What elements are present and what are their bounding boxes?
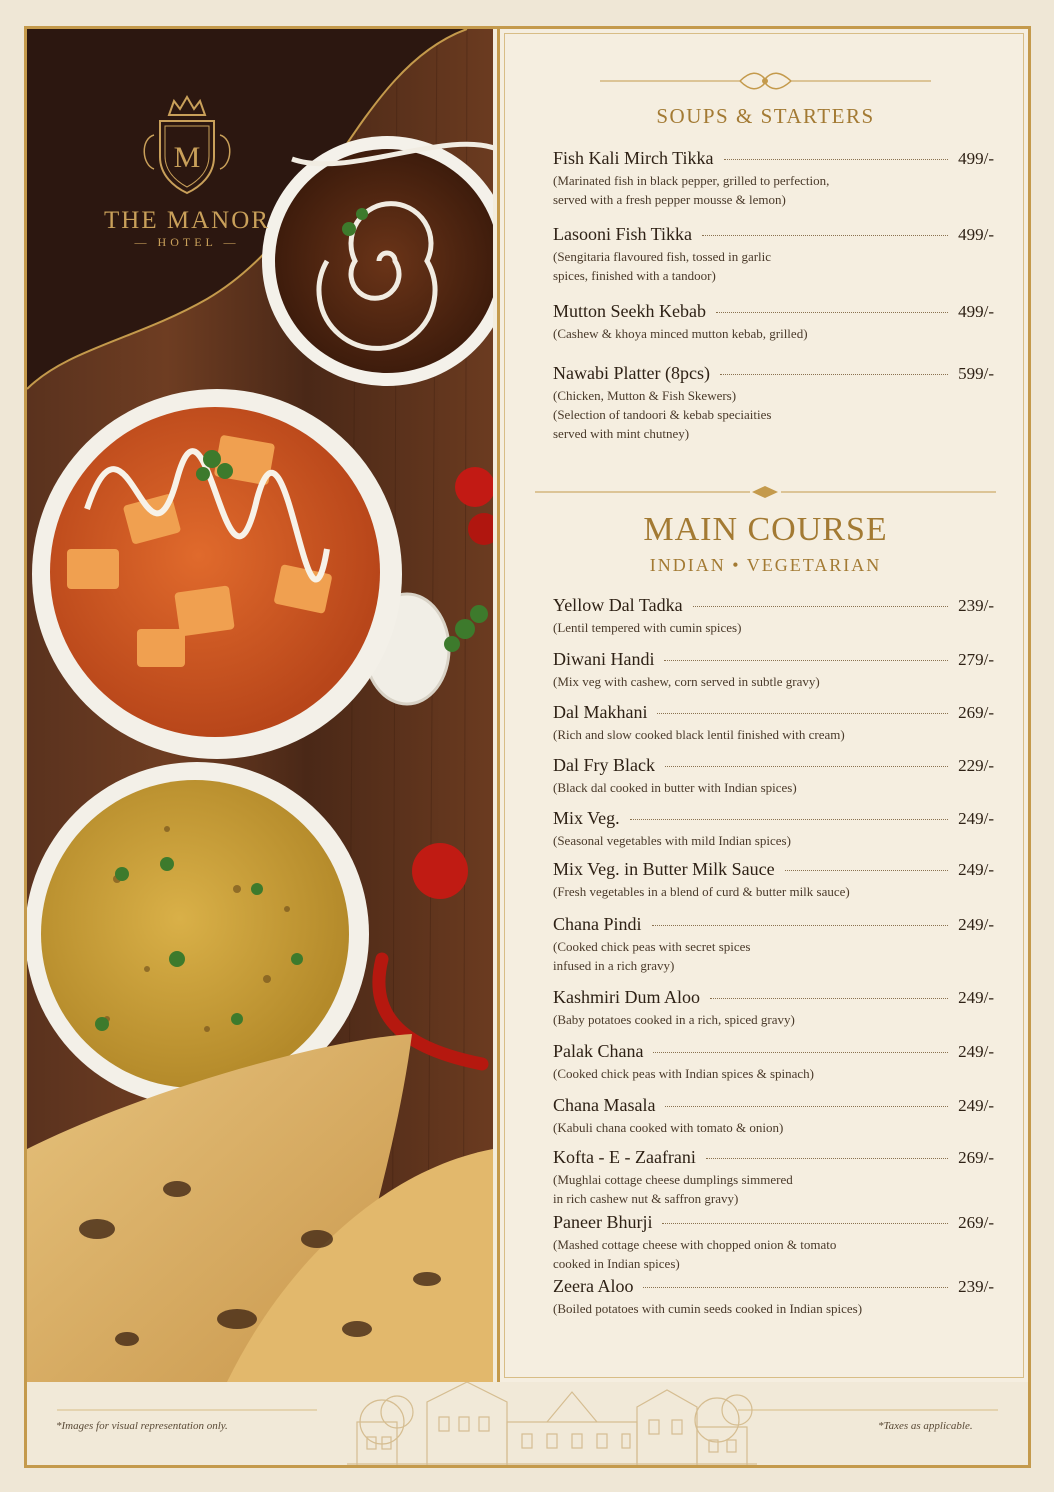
menu-item bbox=[553, 914, 994, 975]
top-ornament-icon bbox=[500, 69, 1031, 93]
menu-item bbox=[553, 148, 994, 209]
logo-subtitle: — HOTEL — bbox=[134, 235, 240, 249]
item-description: (Seasonal vegetables with mild Indian spices) bbox=[553, 833, 791, 848]
item-name: Nawabi Platter (8pcs) bbox=[553, 363, 710, 383]
crest-icon bbox=[132, 95, 242, 199]
item-name: Palak Chana bbox=[553, 1041, 644, 1061]
item-price: 499/- bbox=[958, 302, 994, 321]
tomato bbox=[455, 467, 493, 507]
item-price: 249/- bbox=[958, 988, 994, 1007]
section-title-main: MAIN COURSE bbox=[643, 511, 888, 548]
item-name: Zeera Aloo bbox=[553, 1276, 634, 1296]
item-price: 499/- bbox=[958, 225, 994, 244]
item-price: 249/- bbox=[958, 1042, 994, 1061]
item-description: (Kabuli chana cooked with tomato & onion) bbox=[553, 1120, 784, 1135]
dot-leader bbox=[724, 159, 949, 160]
footnote-images: *Images for visual representation only. bbox=[56, 1420, 228, 1432]
menu-item bbox=[553, 859, 994, 901]
menu-item bbox=[553, 301, 994, 343]
dot-leader bbox=[657, 713, 948, 714]
menu-item bbox=[553, 1095, 994, 1137]
item-description: (Cooked chick peas with Indian spices & spinach) bbox=[553, 1066, 815, 1081]
menu-item bbox=[553, 1212, 994, 1273]
menu-item bbox=[553, 987, 994, 1029]
item-description: (Fresh vegetables in a blend of curd & butter milk sauce) bbox=[553, 884, 850, 899]
item-price: 269/- bbox=[958, 1213, 994, 1232]
item-price: 269/- bbox=[958, 1148, 994, 1167]
menu-item bbox=[553, 649, 994, 691]
item-name: Diwani Handi bbox=[553, 649, 655, 669]
item-name: Chana Pindi bbox=[553, 914, 642, 934]
item-name: Fish Kali Mirch Tikka bbox=[553, 148, 714, 168]
menu-panel bbox=[497, 29, 1028, 1382]
dot-leader bbox=[720, 374, 948, 375]
menu-item bbox=[553, 808, 994, 850]
item-price: 249/- bbox=[958, 915, 994, 934]
logo-name: THE MANOR bbox=[104, 207, 270, 234]
item-description: (Boiled potatoes with cumin seeds cooked in Indian spices) bbox=[553, 1301, 863, 1316]
item-name: Paneer Bhurji bbox=[553, 1212, 653, 1232]
item-price: 249/- bbox=[958, 860, 994, 879]
hotel-logo bbox=[87, 95, 287, 250]
dot-leader bbox=[630, 819, 948, 820]
dot-leader bbox=[643, 1287, 948, 1288]
item-description: (Mashed cottage cheese with chopped onion & tomato cooked in Indian spices) bbox=[553, 1237, 837, 1271]
menu-item bbox=[553, 595, 994, 637]
dot-leader bbox=[785, 870, 948, 871]
item-price: 269/- bbox=[958, 703, 994, 722]
section-subtitle-main: INDIAN • VEGETARIAN bbox=[649, 555, 882, 575]
item-description: (Cashew & khoya minced mutton kebab, grilled) bbox=[553, 326, 808, 341]
logo-monogram: M bbox=[173, 141, 201, 174]
dot-leader bbox=[716, 312, 948, 313]
logo-subtitle-text: HOTEL bbox=[157, 235, 217, 249]
item-name: Dal Makhani bbox=[553, 702, 648, 722]
dot-leader bbox=[665, 1106, 948, 1107]
item-description: (Lentil tempered with cumin spices) bbox=[553, 620, 742, 635]
item-name: Mix Veg. in Butter Milk Sauce bbox=[553, 859, 775, 879]
menu-item bbox=[553, 224, 994, 285]
menu-item bbox=[553, 363, 994, 443]
item-description: (Marinated fish in black pepper, grilled to perfection, served with a fresh pepper mousse & lemon) bbox=[553, 173, 830, 207]
item-name: Lasooni Fish Tikka bbox=[553, 224, 693, 244]
item-name: Chana Masala bbox=[553, 1095, 656, 1115]
section-title-soups: SOUPS & STARTERS bbox=[656, 104, 875, 128]
food-photo-panel bbox=[27, 29, 493, 1382]
menu-item bbox=[553, 702, 994, 744]
item-description: (Mughlai cottage cheese dumplings simmered in rich cashew nut & saffron gravy) bbox=[553, 1172, 793, 1206]
item-price: 599/- bbox=[958, 364, 994, 383]
dot-leader bbox=[653, 1052, 948, 1053]
item-price: 279/- bbox=[958, 650, 994, 669]
item-price: 249/- bbox=[958, 809, 994, 828]
item-description: (Chicken, Mutton & Fish Skewers) (Selection of tandoori & kebab speciaities served with mint chutney) bbox=[553, 388, 772, 441]
item-description: (Cooked chick peas with secret spices infused in a rich gravy) bbox=[553, 939, 751, 973]
item-price: 249/- bbox=[958, 1096, 994, 1115]
item-description: (Sengitaria flavoured fish, tossed in garlic spices, finished with a tandoor) bbox=[553, 249, 772, 283]
menu-item bbox=[553, 1147, 994, 1208]
item-name: Mutton Seekh Kebab bbox=[553, 301, 706, 321]
item-name: Kofta - E - Zaafrani bbox=[553, 1147, 696, 1167]
tomato bbox=[412, 843, 468, 899]
item-name: Yellow Dal Tadka bbox=[553, 595, 683, 615]
dot-leader bbox=[706, 1158, 948, 1159]
dot-leader bbox=[665, 766, 948, 767]
dot-leader bbox=[693, 606, 949, 607]
dot-leader bbox=[652, 925, 949, 926]
item-name: Kashmiri Dum Aloo bbox=[553, 987, 700, 1007]
item-name: Mix Veg. bbox=[553, 808, 620, 828]
item-description: (Black dal cooked in butter with Indian spices) bbox=[553, 780, 797, 795]
item-price: 239/- bbox=[958, 1277, 994, 1296]
item-price: 239/- bbox=[958, 596, 994, 615]
item-description: (Rich and slow cooked black lentil finished with cream) bbox=[553, 727, 845, 742]
item-description: (Mix veg with cashew, corn served in subtle gravy) bbox=[553, 674, 820, 689]
menu-item bbox=[553, 1041, 994, 1083]
dot-leader bbox=[710, 998, 948, 999]
menu-item bbox=[553, 1276, 994, 1318]
item-name: Dal Fry Black bbox=[553, 755, 655, 775]
dot-leader bbox=[664, 660, 948, 661]
menu-item bbox=[553, 755, 994, 797]
dot-leader bbox=[662, 1223, 948, 1224]
footnote-taxes: *Taxes as applicable. bbox=[878, 1420, 973, 1432]
item-price: 229/- bbox=[958, 756, 994, 775]
dot-leader bbox=[702, 235, 948, 236]
divider-ornament-icon bbox=[500, 484, 1031, 500]
item-price: 499/- bbox=[958, 149, 994, 168]
item-description: (Baby potatoes cooked in a rich, spiced gravy) bbox=[553, 1012, 795, 1027]
